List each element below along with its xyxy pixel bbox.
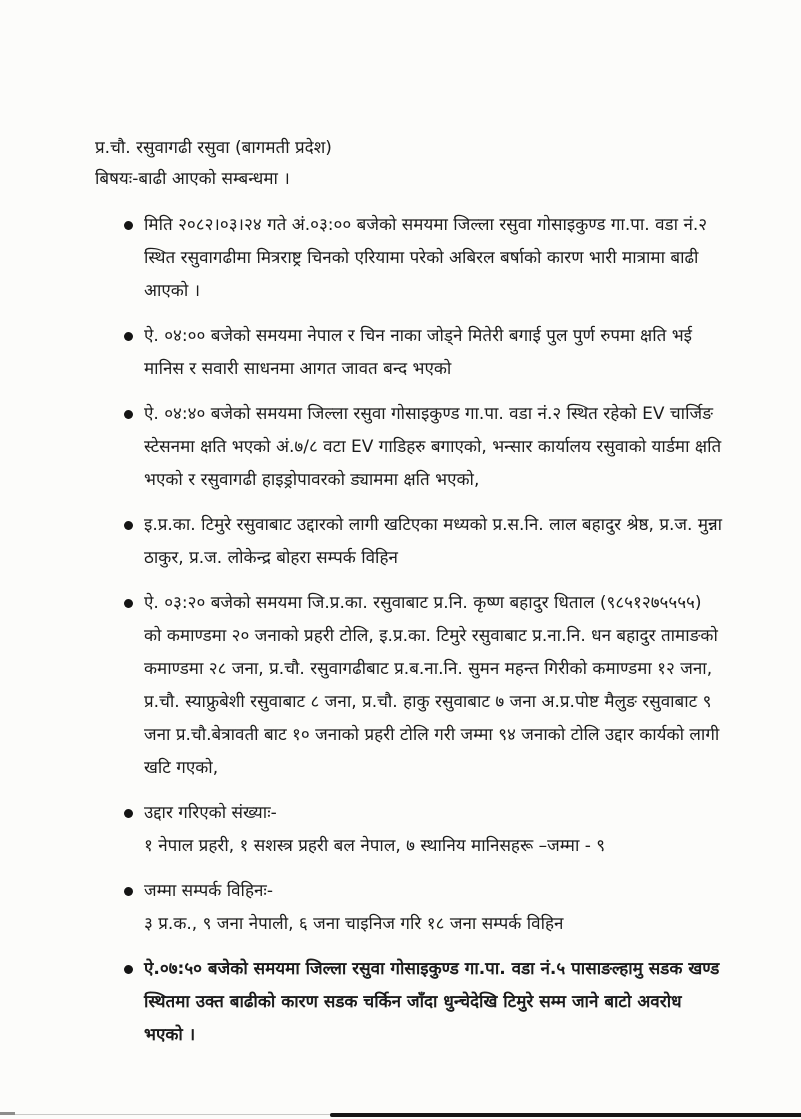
report-bullet	[95, 509, 723, 575]
report-bullet	[95, 875, 723, 941]
bullet-icon	[124, 221, 133, 230]
bullet-icon	[124, 332, 133, 341]
report-content	[95, 133, 723, 1064]
report-bullet	[95, 320, 723, 386]
report-bullet	[95, 587, 723, 785]
bullet-line: १ नेपाल प्रहरी, १ सशस्त्र प्रहरी बल नेपाल, ७ स्थानिय मानिसहरू –जम्मा - ९	[144, 836, 606, 856]
bullet-text: इ.प्र.का. टिमुरे रसुवाबाट उद्दारको लागी खटिएका मध्यको प्र.स.नि. लाल बहादुर श्रेष्ठ, प्र.ज. मुन्ना ठाकुर, प्र.ज. लोकेन्द्र बोहरा सम्पर्क विहिन	[144, 515, 723, 568]
bullet-text: ऐ.०७:५० बजेको समयमा जिल्ला रसुवा गोसाइकुण्ड गा.पा. वडा नं.५ पासाङल्हामु सडक खण्ड स्थितमा उक्त बाढीको कारण सडक चर्किन जाँदा धुन्चेदेखि टिमुरे सम्म जाने बाटो अवरोध भएको ।	[144, 959, 720, 1045]
bullet-line: ३ प्र.क., ९ जना नेपाली, ६ जना चाइनिज गरि १८ जना सम्पर्क विहिन	[144, 914, 564, 934]
bullet-text: ऐ. ०३:२० बजेको समयमा जि.प्र.का. रसुवाबाट प्र.नि. कृष्ण बहादुर धिताल (९८५१२७५५५५) को कमाण्डमा २० जनाको प्रहरी टोलि, इ.प्र.का. टिमुरे रसुवाबाट प्र.ना.नि. धन बहादुर तामाङको कमाण्डमा २८ जना, प्र.चौ. रसुवागढीबाट प्र.ब.ना.नि. सुमन महन्त गिरीको कमाण्डमा १२ जना, प्र.चौ. स्याफ्रुबेशी रसुवाबाट ८ जना, प्र.चौ. हाकु रसुवाबाट ७ जना अ.प्र.पोष्ट मैलुङ रसुवाबाट ९ जना प्र.चौ.बेत्रावती बाट १० जनाको प्रहरी टोलि गरी जम्मा ९४ जनाको टोलि उद्दार कार्यको लागी खटि गएको,	[144, 593, 720, 778]
bullet-icon	[124, 410, 133, 419]
report-bullet-list	[95, 209, 723, 1052]
bullet-icon	[124, 887, 133, 896]
bullet-icon	[124, 521, 133, 530]
report-bullet-emphasis	[95, 953, 723, 1052]
bullet-icon	[124, 809, 133, 818]
bullet-text	[144, 797, 723, 863]
bullet-text: ऐ. ०४:४० बजेको समयमा जिल्ला रसुवा गोसाइकुण्ड गा.पा. वडा नं.२ स्थित रहेको EV चार्जिङ स्टेसनमा क्षति भएको अं.७/८ वटा EV गाडिहरु बगाएको, भन्सार कार्यालय रसुवाको यार्डमा क्षति भएको र रसुवागढी हाइड्रोपावरको ड्याममा क्षति भएको,	[144, 404, 722, 490]
office-title: प्र.चौ. रसुवागढी रसुवा (बागमती प्रदेश)	[95, 138, 332, 158]
bullet-text	[144, 875, 723, 941]
scan-corner-mark	[0, 1112, 15, 1115]
scan-edge-artifact-dark	[330, 1113, 801, 1117]
report-bullet	[95, 398, 723, 497]
bullet-icon	[124, 599, 133, 608]
bullet-line: जम्मा सम्पर्क विहिनः-	[144, 881, 273, 901]
report-bullet	[95, 797, 723, 863]
bullet-line: उद्दार गरिएको संख्याः-	[144, 803, 277, 823]
report-bullet	[95, 209, 723, 308]
bullet-text: मिति २०८२।०३।२४ गते अं.०३:०० बजेको समयमा जिल्ला रसुवा गोसाइकुण्ड गा.पा. वडा नं.२ स्थित रसुवागढीमा मित्रराष्ट्र चिनको एरियामा परेको अबिरल बर्षाको कारण भारी मात्रामा बाढी आएको ।	[144, 215, 708, 301]
subject-line: बिषयः-बाढी आएको सम्बन्धमा ।	[95, 169, 290, 189]
bullet-text: ऐ. ०४:०० बजेको समयमा नेपाल र चिन नाका जोड्ने मितेरी बगाई पुल पुर्ण रुपमा क्षति भई मानिस र सवारी साधनमा आगत जावत बन्द भएको	[144, 326, 693, 379]
bullet-icon	[124, 965, 133, 974]
